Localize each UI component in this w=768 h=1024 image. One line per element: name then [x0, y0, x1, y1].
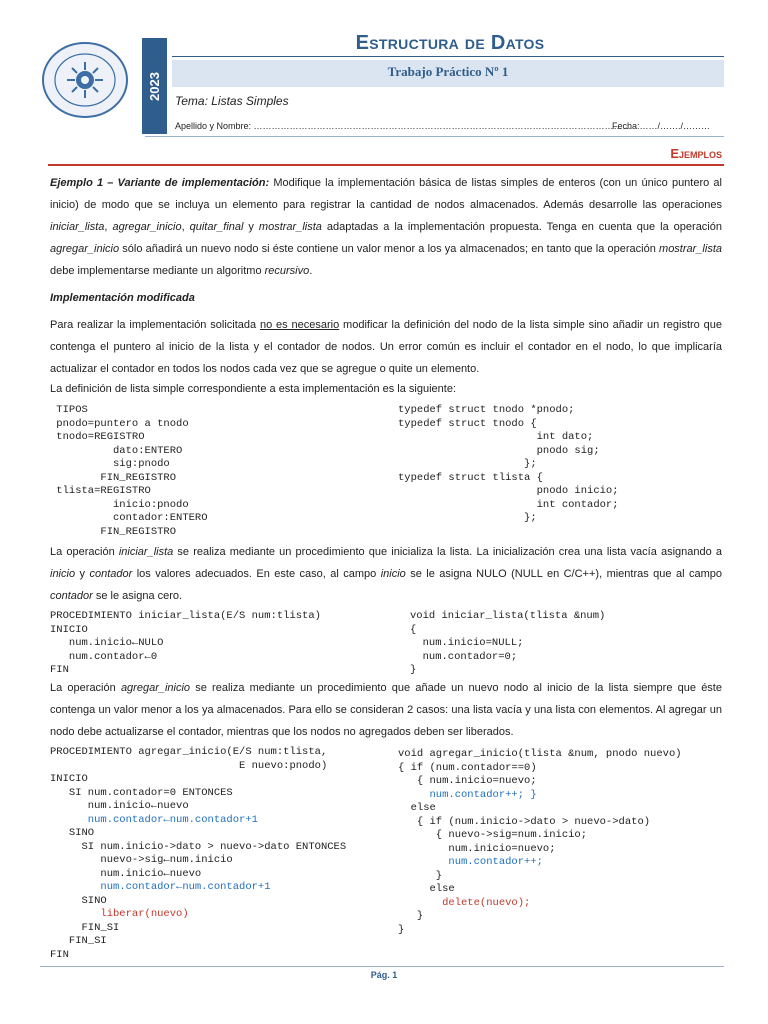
section-title: Implementación modificada	[50, 292, 195, 304]
code-line: else	[398, 883, 455, 895]
pseudocode-types: TIPOS pnodo=puntero a tnodo tnodo=REGISTRO dato:ENTERO sig:pnodo FIN_REGISTRO tlista=REGISTRO inicio:pnodo contador:ENTERO FIN_REGISTRO	[56, 404, 208, 538]
code-line: liberar(nuevo)	[50, 908, 189, 920]
code-line: { num.inicio=nuevo;	[398, 775, 537, 787]
text: debe implementarse mediante un algoritmo	[50, 265, 265, 277]
code-line: { if (num.inicio->dato > nuevo->dato)	[398, 815, 651, 828]
section-label: Ejemplos	[670, 146, 722, 161]
c-code-agregar	[398, 748, 682, 937]
c-code-types: typedef struct tnodo *pnodo; typedef struct tnodo { int dato; pnodo sig; }; typedef struct tlista { pnodo inicio; int contador; };	[398, 404, 619, 524]
text: y	[243, 221, 259, 233]
code-line: FIN_SI	[50, 935, 107, 947]
year-label: 2023	[147, 71, 163, 101]
text: modificar la definición del nodo de la lista simple sino añadir un registro que contenga el puntero al inicio de la lista y el contador de nodos. Un error común es incluir el contador en el nodo, lo que implicaría actualizar el contador en todos los nodos cada vez que se agregue o quite un elemento.	[50, 319, 722, 375]
example-title: Ejemplo 1 – Variante de implementación:	[50, 177, 270, 189]
text: y	[75, 568, 90, 580]
topic: Tema: Listas Simples	[175, 94, 289, 108]
code-line: delete(nuevo);	[398, 896, 531, 909]
op-name: mostrar_lista	[659, 243, 722, 255]
impl-paragraph	[50, 314, 722, 380]
code-line: num.inicio=nuevo;	[398, 842, 556, 855]
code-line: SI num.contador=0 ENTONCES	[50, 786, 233, 799]
text: se realiza mediante un procedimiento que añade un nuevo nodo al inicio de la lista siempre que éste contenga un valor menor a los ya almacenados. Para ello se consideran 2 casos: una lista vacía y una lista con elementos. Al agregar un nodo debe actualizarse el contador, mientras que los nodos no agregados deben ser liberados.	[50, 682, 722, 738]
text: ,	[181, 221, 190, 233]
text: ,	[104, 221, 113, 233]
document-subtitle: Trabajo Práctico Nº 1	[387, 64, 509, 79]
pseudocode-agregar	[50, 746, 346, 962]
term: recursivo	[264, 265, 310, 277]
code-line: INICIO	[50, 773, 88, 785]
text: los valores adecuados. En este caso, al campo	[132, 568, 381, 580]
date-field: Fecha:……/……./………	[612, 121, 711, 131]
c-code-iniciar: void iniciar_lista(tlista &num) { num.inicio=NULL; num.contador=0; }	[410, 610, 606, 676]
code-line: num.contador++; }	[398, 788, 537, 801]
agregar-paragraph	[50, 677, 722, 743]
footer-divider	[40, 966, 724, 967]
text: se le asigna cero.	[92, 590, 183, 602]
text: .	[309, 265, 313, 277]
year-label-wrap	[142, 38, 167, 134]
code-line: num.contador←num.contador+1	[50, 881, 271, 893]
code-line: nuevo->sig←num.inicio	[50, 854, 233, 866]
op-name: mostrar_lista	[258, 221, 322, 233]
section-divider	[48, 164, 724, 166]
field-name: inicio	[380, 568, 406, 580]
code-line: PROCEDIMIENTO agregar_inicio(E/S num:tlista,	[50, 746, 328, 758]
field-name: contador	[50, 590, 93, 602]
code-line: else	[398, 802, 436, 814]
code-line: { if (num.contador==0)	[398, 761, 537, 774]
text: Para realizar la implementación solicitada	[50, 319, 260, 331]
text: La operación	[50, 682, 121, 694]
code-line: }	[398, 910, 424, 922]
code-line: }	[398, 923, 405, 936]
text: sólo añadirá un nuevo nodo si éste contiene un valor menor a los ya almacenados; en tanto que la operación	[119, 243, 660, 255]
code-line: { nuevo->sig=num.inicio;	[398, 829, 588, 841]
op-name: agregar_inicio	[50, 243, 120, 255]
code-line: SINO	[50, 827, 95, 839]
underlined-text: no es necesario	[259, 319, 340, 331]
text: Modifique la implementación básica de listas simples de enteros (con un único puntero al inicio) de modo que se incluya un elemento para registrar la cantidad de nodos almacenados. Además desarrolle las operaciones	[50, 177, 722, 211]
code-line: void agregar_inicio(tlista &num, pnodo nuevo)	[398, 748, 682, 760]
code-line: num.contador++;	[398, 856, 543, 868]
iniciar-paragraph	[50, 541, 722, 607]
field-name: inicio	[50, 568, 76, 580]
code-line: num.contador←num.contador+1	[50, 813, 258, 826]
page-number: Pág. 1	[370, 970, 398, 980]
header-divider	[145, 136, 724, 137]
op-name: quitar_final	[189, 221, 244, 233]
code-line: E nuevo:pnodo)	[50, 759, 328, 772]
text: adaptadas a la implementación propuesta. Tenga en cuenta que la operación	[321, 221, 722, 233]
text: La operación	[50, 546, 119, 558]
op-name: agregar_inicio	[112, 221, 182, 233]
code-line: }	[398, 869, 443, 882]
name-field: Apellido y Nombre: ………………………………………………………………………………………………………………	[175, 121, 632, 131]
document-title: Estructura de Datos	[355, 32, 545, 54]
text: se le asigna NULO (NULL en C/C++), mientras que al campo	[405, 568, 722, 580]
text: se realiza mediante un procedimiento que inicializa la lista. La inicialización crea una lista vacía asignando a	[173, 546, 722, 558]
code-line: FIN_SI	[50, 921, 120, 934]
pseudocode-iniciar: PROCEDIMIENTO iniciar_lista(E/S num:tlista) INICIO num.inicio←NULO num.contador←0 FIN	[50, 610, 321, 676]
code-line: SI num.inicio->dato > nuevo->dato ENTONCES	[50, 840, 347, 853]
title-underline	[172, 56, 724, 57]
code-line: num.inicio←nuevo	[50, 867, 202, 880]
definition-intro: La definición de lista simple correspondiente a esta implementación es la siguiente:	[50, 383, 457, 395]
code-line: SINO	[50, 894, 107, 907]
code-line: FIN	[50, 948, 69, 961]
code-line: num.inicio←nuevo	[50, 800, 189, 812]
op-name: iniciar_lista	[118, 546, 174, 558]
example-paragraph	[50, 172, 722, 282]
field-name: contador	[89, 568, 133, 580]
op-name: agregar_inicio	[120, 682, 191, 694]
university-logo	[40, 40, 130, 120]
op-name: iniciar_lista	[50, 221, 105, 233]
